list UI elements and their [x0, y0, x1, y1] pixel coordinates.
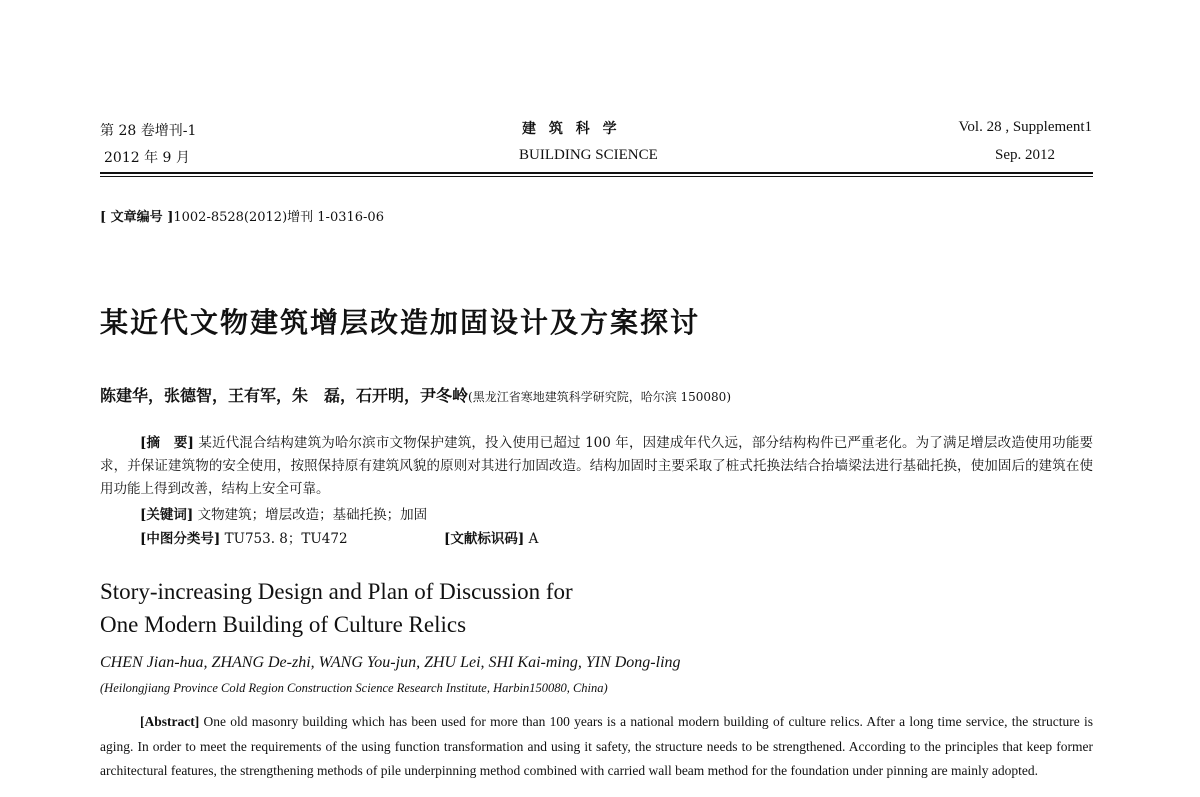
abstract-cn	[100, 432, 1093, 501]
clc-label: [中图分类号]	[140, 531, 221, 547]
abstract-cn-text: 某近代混合结构建筑为哈尔滨市文物保护建筑，投入使用已超过 100 年，因建成年代久远，部分结构构件已严重老化。为了满足增层改造使用功能要求，并保证建筑物的安全使用，按照保持原有建筑风貌的原则对其进行加固改造。结构加固时主要采取了桩式托换法结合抬墙梁法进行基础托换，使加固后的建筑在使用功能上得到改善，结构上安全可靠。	[100, 435, 1093, 497]
article-number	[100, 206, 384, 225]
authors-cn-line	[100, 383, 731, 406]
keywords-cn-label: [关键词]	[140, 507, 194, 523]
classification-clc	[140, 527, 348, 547]
keywords-cn	[140, 503, 427, 523]
authors-cn: 陈建华，张德智，王有军，朱 磊，石开明，尹冬岭	[100, 386, 469, 405]
abstract-cn-label: [摘 要]	[140, 435, 194, 451]
authors-en: CHEN Jian-hua, ZHANG De-zhi, WANG You-jun, ZHU Lei, SHI Kai-ming, YIN Dong-ling	[100, 654, 681, 671]
doc-code-label: [文献标识码]	[444, 531, 525, 547]
page-title-en-line1: Story-increasing Design and Plan of Discussion for	[100, 579, 573, 604]
page-title-cn: 某近代文物建筑增层改造加固设计及方案探讨	[100, 306, 701, 339]
page-title-en-line2: One Modern Building of Culture Relics	[100, 612, 467, 637]
abstract-en-label: [Abstract]	[140, 714, 200, 729]
header-volume-cn: 第 28 卷增刊-1	[100, 123, 197, 139]
header-date-cn: 2012 年 9 月	[104, 150, 190, 166]
header-date-en: Sep. 2012	[995, 147, 1055, 163]
keywords-cn-text: 文物建筑；增层改造；基础托换；加固	[197, 507, 428, 523]
header-rule-thick	[100, 172, 1093, 174]
header-rule-thin	[100, 176, 1093, 177]
header-journal-cn: 建 筑 科 学	[522, 121, 621, 137]
article-number-value: 1002-8528(2012)增刊 1-0316-06	[173, 210, 384, 225]
header-journal-en: BUILDING SCIENCE	[519, 147, 658, 163]
header-volume-en: Vol. 28 , Supplement1	[958, 119, 1092, 135]
abstract-en	[100, 710, 1093, 784]
abstract-en-text: One old masonry building which has been used for more than 100 years is a national modern building of culture relics. After a long time service, the structure is aging. In order to meet the requirements of the using function transformation and using it safety, the structure needs to be strengthened. According to the principles that keep former architectural features, the strengthening methods of pile underpinning method combined with carried wall beam method for the foundation under pinning are mainly adopted.	[100, 714, 1094, 778]
clc-value: TU753. 8；TU472	[224, 531, 348, 547]
affiliation-en: (Heilongjiang Province Cold Region Construction Science Research Institute, Harbin150080, China)	[100, 681, 608, 695]
classification-doc	[444, 527, 538, 547]
doc-code-value: A	[528, 531, 539, 547]
article-number-label: [ 文章编号 ]	[100, 210, 174, 225]
affiliation-cn: (黑龙江省寒地建筑科学研究院，哈尔滨 150080)	[468, 390, 732, 404]
